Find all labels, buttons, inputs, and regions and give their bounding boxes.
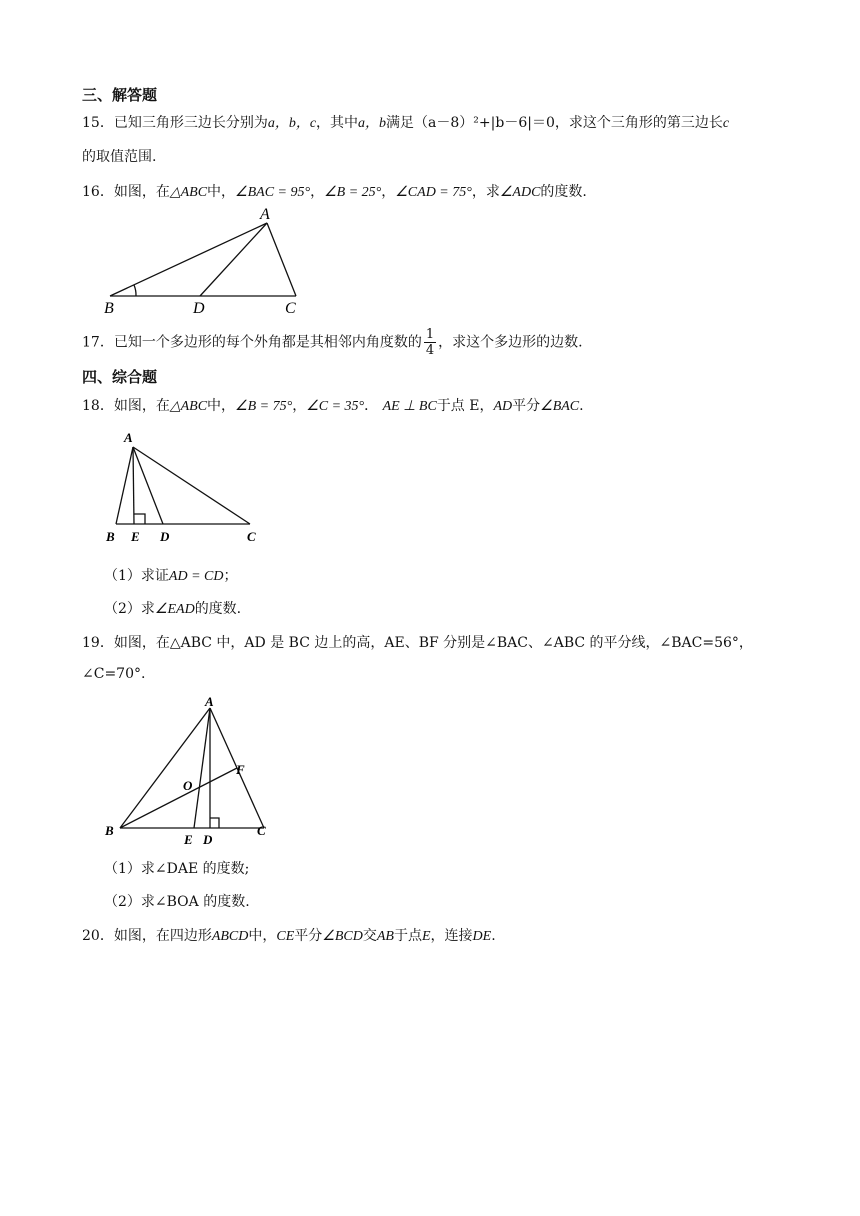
q18-segment-ab — [116, 447, 133, 524]
question-20-number: 20． — [82, 928, 114, 944]
question-18-sub-2: （2）求∠EAD的度数. — [104, 601, 242, 617]
q16-angle-b-arc — [134, 285, 136, 296]
q16-label-b: B — [104, 300, 114, 317]
q16-segment-ac — [267, 223, 296, 296]
q16-label-c: C — [285, 300, 296, 317]
q18-label-a: A — [124, 430, 133, 445]
q19-label-e: E — [184, 832, 193, 847]
question-16-text: 16．如图，在△ABC中，∠BAC = 95°，∠B = 25°，∠CAD = 75°，求∠ADC的度数. — [82, 184, 587, 200]
question-15-line-2: 的取值范围. — [82, 149, 157, 165]
question-18-text: 18．如图，在△ABC中，∠B = 75°，∠C = 35°． AE ⊥ BC于点 E，AD平分∠BAC. — [82, 398, 584, 414]
section-3-title: 三、解答题 — [82, 86, 158, 104]
section-4-title: 四、综合题 — [82, 368, 158, 386]
q18-label-d: D — [160, 529, 170, 544]
question-19-line-2: ∠C=70°. — [82, 666, 146, 682]
q18-label-e: E — [131, 529, 140, 544]
q18-right-angle-mark — [134, 514, 145, 524]
q18-label-b: B — [106, 529, 115, 544]
question-18-number: 18． — [82, 398, 114, 414]
fraction-one-quarter: $\frac{1}{4}$ — [425, 327, 435, 358]
question-17-text: 17．已知一个多边形的每个外角都是其相邻内角度数的 $\frac{1}{4}$ ，求这个多边形的边数. — [82, 327, 583, 358]
q16-label-d: D — [193, 300, 205, 317]
q19-label-d: D — [203, 832, 213, 847]
question-16-number: 16． — [82, 184, 114, 200]
question-19-sub-2: （2）求∠BOA 的度数. — [104, 894, 250, 910]
q16-label-a: A — [260, 206, 270, 223]
question-20-text: 20．如图，在四边形ABCD中，CE平分∠BCD交AB于点E，连接DE. — [82, 928, 496, 944]
question-15-line-1: 15．已知三角形三边长分别为a，b，c，其中a，b满足（a－8）²+|b－6|＝0，求这个三角形的第三边长c — [82, 115, 730, 131]
question-19-line-1: 19．如图，在△ABC 中，AD 是 BC 边上的高，AE、BF 分别是∠BAC、∠ABC 的平分线，∠BAC=56°， — [82, 635, 753, 651]
q18-segment-ad — [133, 447, 163, 524]
q18-segment-ae — [133, 447, 134, 524]
q16-segment-ad — [200, 223, 267, 296]
q19-label-f: F — [236, 762, 245, 777]
question-19-sub-1: （1）求∠DAE 的度数; — [104, 861, 250, 877]
q18-segment-ac — [133, 447, 250, 524]
question-15-number: 15． — [82, 115, 114, 131]
q19-label-o: O — [183, 778, 193, 793]
question-18-sub-1: （1）求证AD = CD； — [104, 568, 238, 584]
q19-label-a: A — [205, 694, 214, 709]
q19-right-angle-mark — [210, 818, 219, 828]
q19-label-c: C — [257, 823, 266, 838]
q16-segment-ba — [110, 223, 267, 296]
q18-label-c: C — [247, 529, 256, 544]
question-19-number: 19． — [82, 635, 114, 651]
question-17-number: 17． — [82, 334, 114, 351]
q19-label-b: B — [105, 823, 114, 838]
